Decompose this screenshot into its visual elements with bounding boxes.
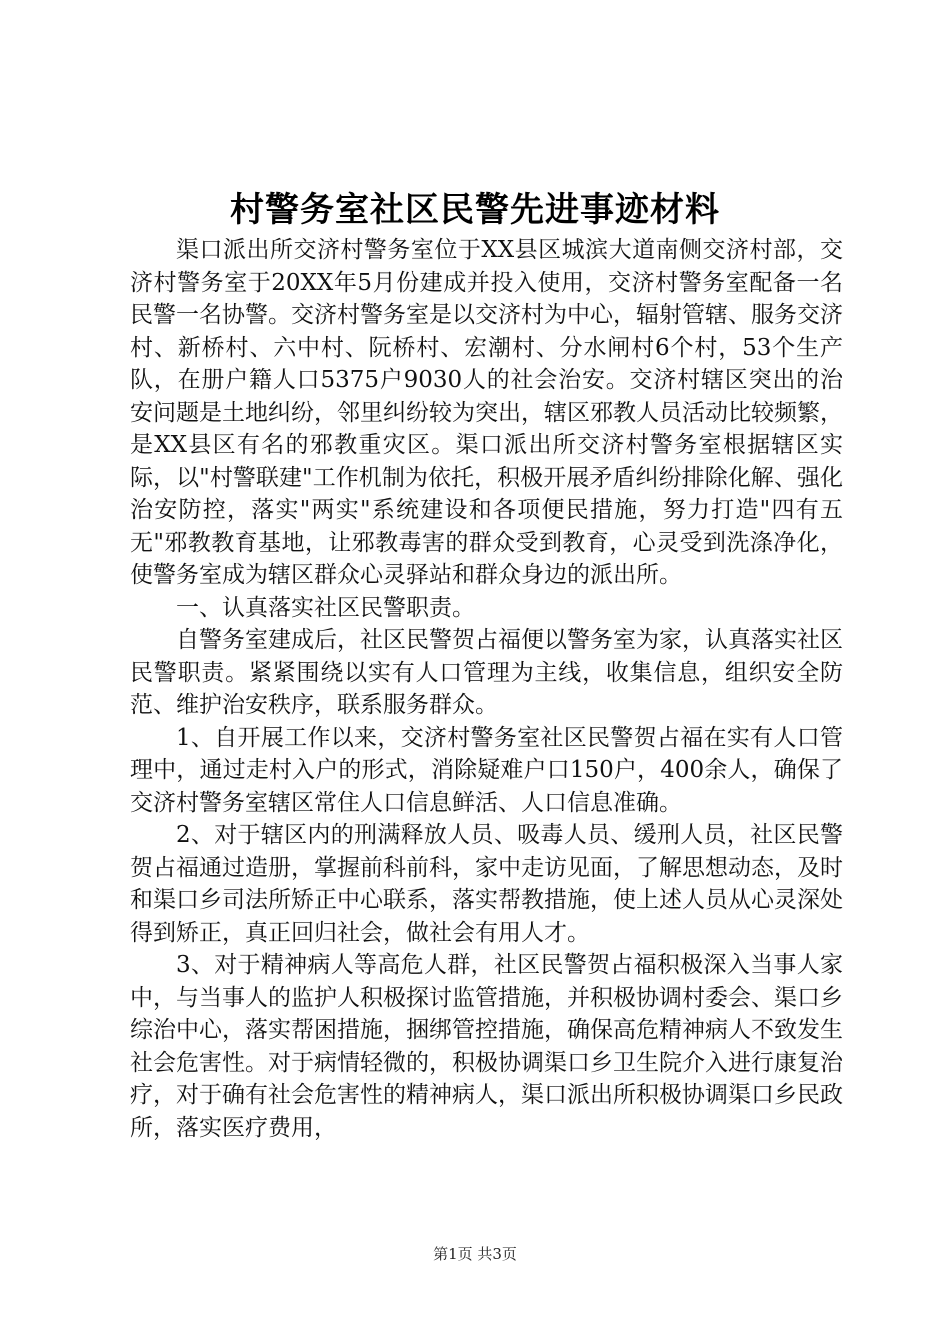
paragraph-item-3: 3、对于精神病人等高危人群，社区民警贺占福积极深入当事人家中，与当事人的监护人积极探讨监管措施，并积极协调村委会、渠口乡综治中心，落实帮困措施，捆绑管控措施，确保高危精神病人不致发生社会危害性。对于病情轻微的，积极协调渠口乡卫生院介入进行康复治疗，对于确有社会危害性的精神病人，渠口派出所积极协调渠口乡民政所，落实医疗费用，: [130, 952, 843, 1141]
section-heading-1: 一、认真落实社区民警职责。: [176, 594, 475, 621]
paragraph-duties: 自警务室建成后，社区民警贺占福便以警务室为家，认真落实社区民警职责。紧紧围绕以实有人口管理为主线，收集信息，组织安全防范、维护治安秩序，联系服务群众。: [130, 627, 843, 718]
paragraph-intro: 渠口派出所交济村警务室位于XX县区城滨大道南侧交济村部，交济村警务室于20XX年5月份建成并投入使用，交济村警务室配备一名民警一名协警。交济村警务室是以交济村为中心，辐射管辖、服务交济村、新桥村、六中村、阮桥村、宏潮村、分水闸村6个村，53个生产队，在册户籍人口5375户9030人的社会治安。交济村辖区突出的治安问题是土地纠纷，邻里纠纷较为突出，辖区邪教人员活动比较频繁，是XX县区有名的邪教重灾区。渠口派出所交济村警务室根据辖区实际，以"村警联建"工作机制为依托，积极开展矛盾纠纷排除化解、强化治安防控，落实"两实"系统建设和各项便民措施，努力打造"四有五无"邪教教育基地，让邪教毒害的群众受到教育，心灵受到洗涤净化，使警务室成为辖区群众心灵驿站和群众身边的派出所。: [130, 237, 843, 588]
page-number-footer: 第1页 共3页: [433, 1245, 517, 1263]
document-title: 村警务室社区民警先进事迹材料: [230, 190, 720, 230]
paragraph-item-1: 1、自开展工作以来，交济村警务室社区民警贺占福在实有人口管理中，通过走村入户的形式，消除疑难户口150户，400余人，确保了交济村警务室辖区常住人口信息鲜活、人口信息准确。: [130, 724, 843, 816]
document-body: [130, 234, 843, 1144]
paragraph-item-2: 2、对于辖区内的刑满释放人员、吸毒人员、缓刑人员，社区民警贺占福通过造册，掌握前科前科，家中走访见面，了解思想动态，及时和渠口乡司法所矫正中心联系，落实帮教措施，使上述人员从心灵深处得到矫正，真正回归社会，做社会有用人才。: [130, 822, 843, 946]
